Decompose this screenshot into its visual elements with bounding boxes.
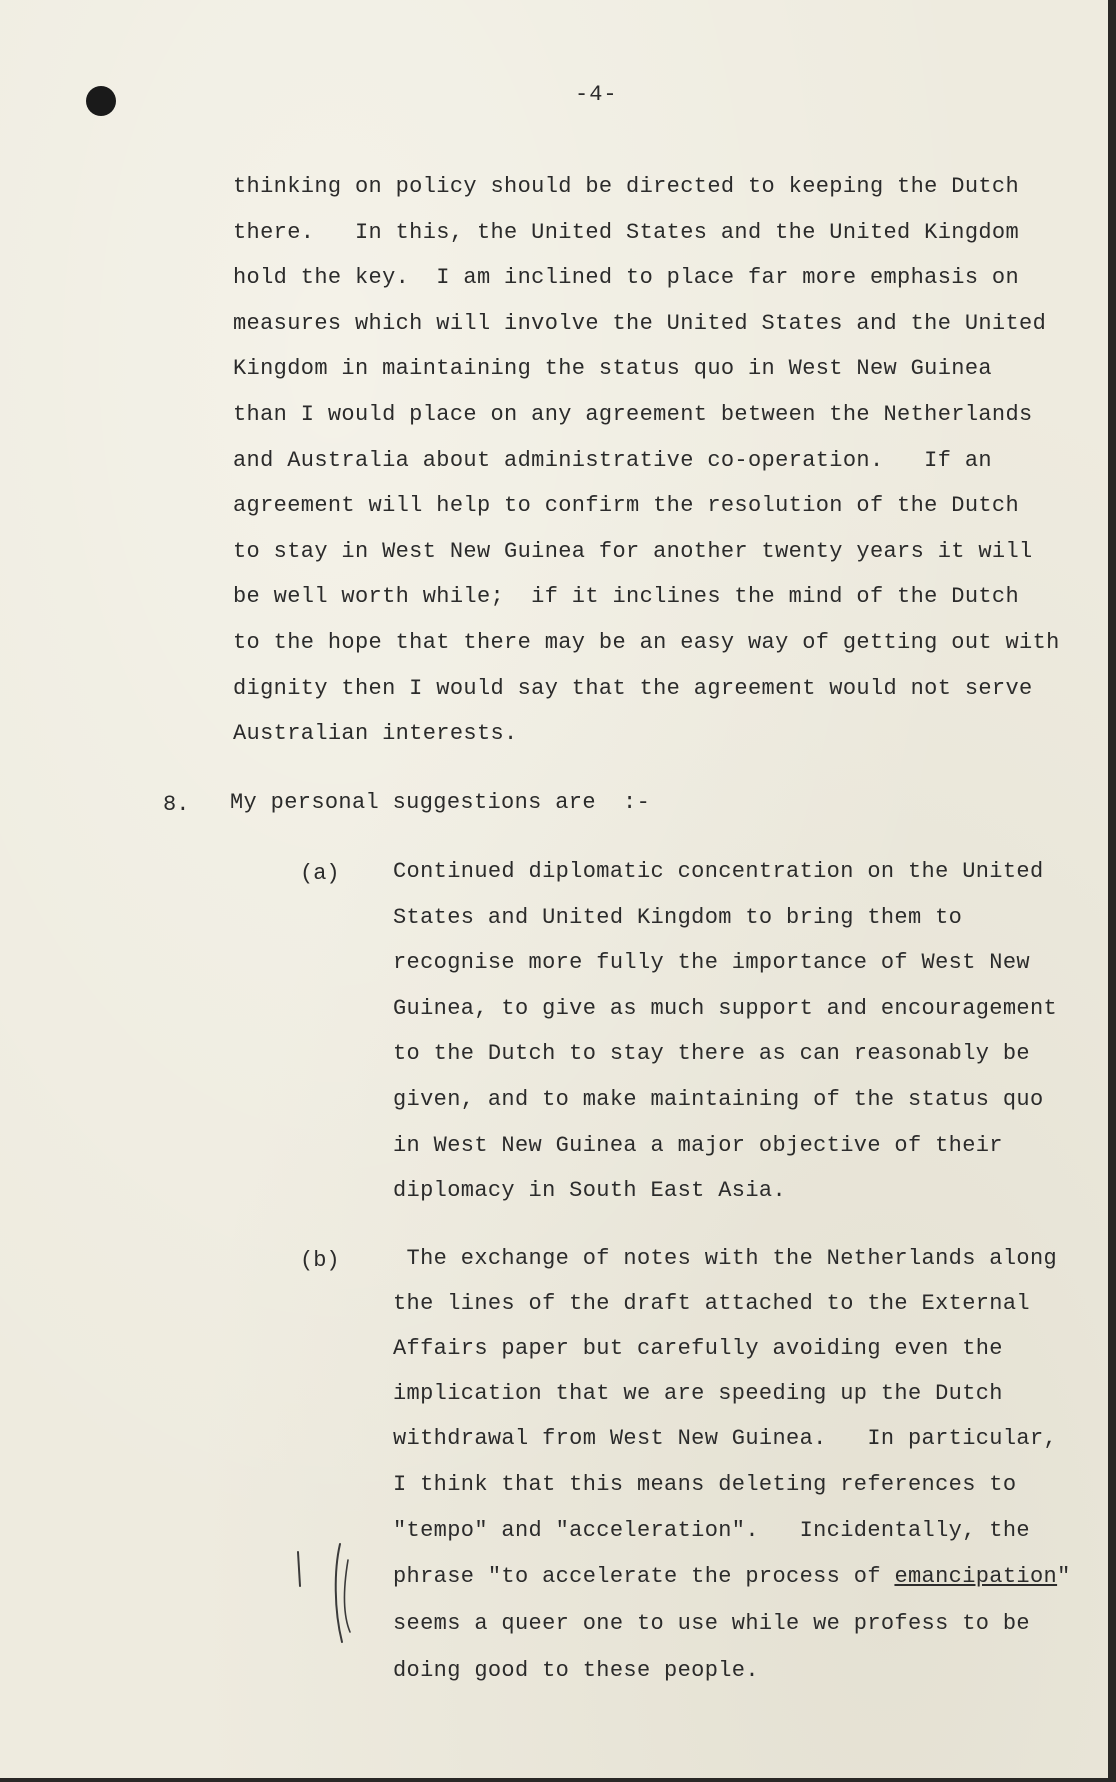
text-line: than I would place on any agreement between the Netherlands xyxy=(233,402,1033,427)
text-line: Kingdom in maintaining the status quo in West New Guinea xyxy=(233,356,992,381)
text-line: I think that this means deleting references to xyxy=(393,1472,1017,1497)
text-line: there. In this, the United States and the United Kingdom xyxy=(233,220,1020,245)
paragraph-intro: My personal suggestions are :- xyxy=(230,790,651,815)
text-segment: " xyxy=(1057,1564,1071,1589)
text-line: "tempo" and "acceleration". Incidentally, the xyxy=(393,1518,1030,1543)
text-line: to stay in West New Guinea for another twenty years it will xyxy=(233,539,1033,564)
text-line: and Australia about administrative co-operation. If an xyxy=(233,448,992,473)
text-line: agreement will help to confirm the resolution of the Dutch xyxy=(233,493,1020,518)
text-line: to the hope that there may be an easy way of getting out with xyxy=(233,630,1060,655)
text-line: given, and to make maintaining of the status quo xyxy=(393,1087,1044,1112)
text-line: measures which will involve the United States and the United xyxy=(233,311,1047,336)
punch-hole xyxy=(86,86,116,116)
item-label: (b) xyxy=(300,1248,340,1273)
text-line: The exchange of notes with the Netherlands along xyxy=(393,1246,1058,1271)
text-line-with-underline xyxy=(393,1566,1071,1588)
text-line: be well worth while; if it inclines the mind of the Dutch xyxy=(233,584,1020,609)
text-line: Continued diplomatic concentration on the United xyxy=(393,859,1044,884)
text-line: doing good to these people. xyxy=(393,1658,759,1683)
text-line: Guinea, to give as much support and encouragement xyxy=(393,996,1058,1021)
text-line: withdrawal from West New Guinea. In particular, xyxy=(393,1426,1058,1451)
handwritten-margin-mark xyxy=(288,1500,358,1680)
text-line: diplomacy in South East Asia. xyxy=(393,1178,787,1203)
text-line: recognise more fully the importance of West New xyxy=(393,950,1030,975)
text-line: Australian interests. xyxy=(233,721,518,746)
text-segment: phrase "to accelerate the process of xyxy=(393,1564,895,1589)
underlined-word: emancipation xyxy=(894,1564,1058,1589)
text-line: implication that we are speeding up the Dutch xyxy=(393,1381,1003,1406)
text-line: dignity then I would say that the agreement would not serve xyxy=(233,676,1033,701)
text-line: thinking on policy should be directed to keeping the Dutch xyxy=(233,174,1020,199)
paragraph-number: 8. xyxy=(163,792,190,817)
text-line: States and United Kingdom to bring them to xyxy=(393,905,963,930)
page-number: -4- xyxy=(575,82,618,107)
text-line: to the Dutch to stay there as can reasonably be xyxy=(393,1041,1030,1066)
text-line: seems a queer one to use while we profess to be xyxy=(393,1611,1030,1636)
item-label: (a) xyxy=(300,861,340,886)
text-line: in West New Guinea a major objective of their xyxy=(393,1133,1003,1158)
text-line: Affairs paper but carefully avoiding even the xyxy=(393,1336,1003,1361)
text-line: hold the key. I am inclined to place far more emphasis on xyxy=(233,265,1020,290)
text-line: the lines of the draft attached to the External xyxy=(393,1291,1030,1316)
